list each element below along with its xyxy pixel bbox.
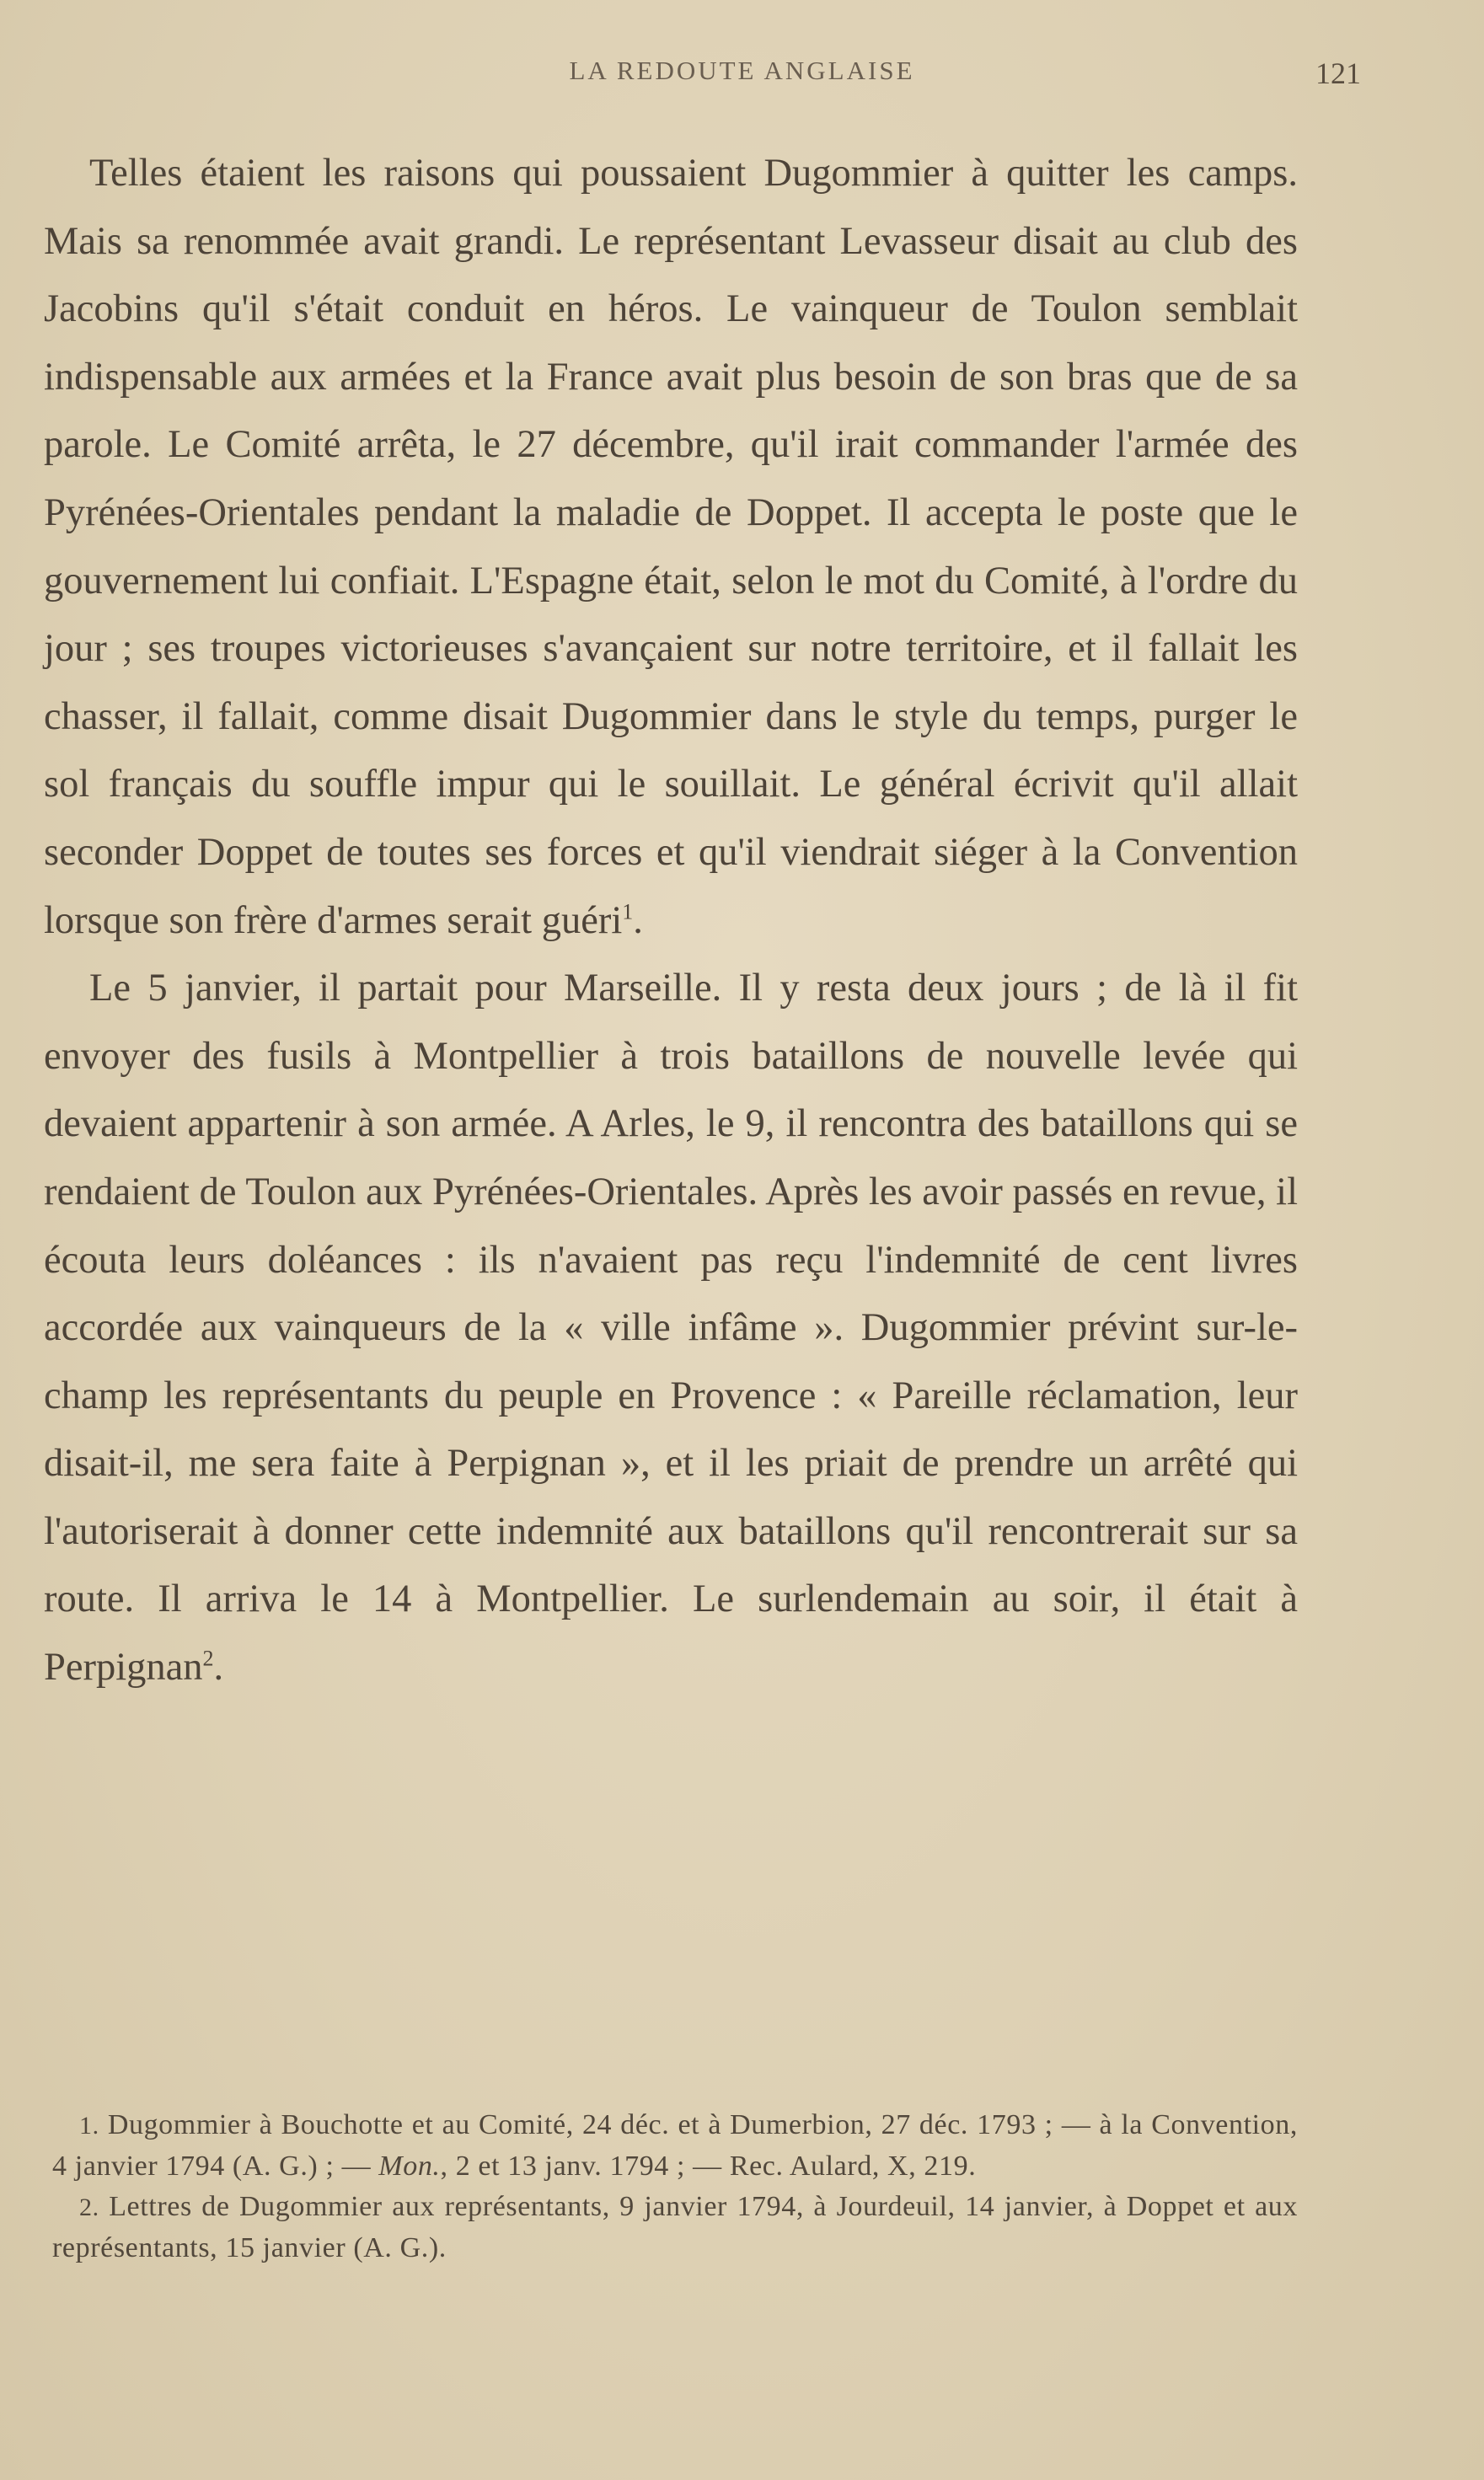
- page-number: 121: [1315, 56, 1361, 90]
- footnote-1-italic: Mon.: [378, 2151, 441, 2182]
- footnote-1: [52, 2105, 1298, 2187]
- footnote-2-number: 2.: [79, 2193, 99, 2221]
- footnote-1-number: 1.: [79, 2112, 99, 2140]
- body-text: [44, 140, 1298, 1702]
- running-title: LA REDOUTE ANGLAISE: [569, 56, 915, 85]
- paragraph-1: [44, 140, 1298, 955]
- paragraph-1-text: Telles étaient les raisons qui poussaient Dugommier à quitter les camps. Mais sa renommée avait grandi. Le représentant Levasseur disait au club des Jacobins qu'il s'était conduit en héros. Le vainqueur de Toulon semblait indispensable aux armées et la France avait plus besoin de son bras que de sa parole. Le Comité arrêta, le 27 décembre, qu'il irait commander l'armée des Pyrénées-Orientales pendant la maladie de Doppet. Il accepta le poste que le gouvernement lui confiait. L'Espagne était, selon le mot du Comité, à l'ordre du jour ; ses troupes victorieuses s'avançaient sur notre territoire, et il fallait les chasser, il fallait, comme disait Dugommier dans le style du temps, purger le sol français du souffle impur qui le souillait. Le général écrivit qu'il allait seconder Doppet de toutes ses forces et qu'il viendrait siéger à la Convention lorsque son frère d'armes serait guéri: [44, 152, 1298, 942]
- paragraph-2-end: .: [213, 1646, 224, 1690]
- footnote-ref-2: 2: [202, 1646, 214, 1671]
- footnote-1-text: Dugommier à Bouchotte et au Comité, 24 déc. et à Dumerbion, 27 déc. 1793 ; — à la Convention, 4 janvier 1794 (A. G.) ; —: [52, 2109, 1298, 2182]
- footnote-2-text: Lettres de Dugommier aux représentants, 9 janvier 1794, à Jourdeuil, 14 janvier, à Doppet et aux représentants, 15 janvier (A. G.).: [52, 2191, 1298, 2263]
- paragraph-2-text: Le 5 janvier, il partait pour Marseille. Il y resta deux jours ; de là il fit envoyer des fusils à Montpellier à trois bataillons de nouvelle levée qui devaient appartenir à son armée. A Arles, le 9, il rencontra des bataillons qui se rendaient de Toulon aux Pyrénées-Orientales. Après les avoir passés en revue, il écouta leurs doléances : ils n'avaient pas reçu l'indemnité de cent livres accordée aux vainqueurs de la « ville infâme ». Dugommier prévint sur-le-champ les représentants du peuple en Provence : « Pareille réclamation, leur disait-il, me sera faite à Perpignan », et il les priait de prendre un arrêté qui l'autoriserait à donner cette indemnité aux bataillons qu'il rencontrerait sur sa route. Il arriva le 14 à Montpellier. Le surlendemain au soir, il était à Perpignan: [44, 967, 1298, 1690]
- footnotes: [52, 2105, 1298, 2268]
- footnote-ref-1: 1: [622, 899, 634, 924]
- footnote-2: [52, 2187, 1298, 2268]
- paragraph-1-end: .: [633, 898, 643, 942]
- paragraph-2: [44, 955, 1298, 1702]
- footnote-1-text-after: , 2 et 13 janv. 1794 ; — Rec. Aulard, X, 219.: [440, 2151, 977, 2182]
- running-head: [0, 56, 1484, 98]
